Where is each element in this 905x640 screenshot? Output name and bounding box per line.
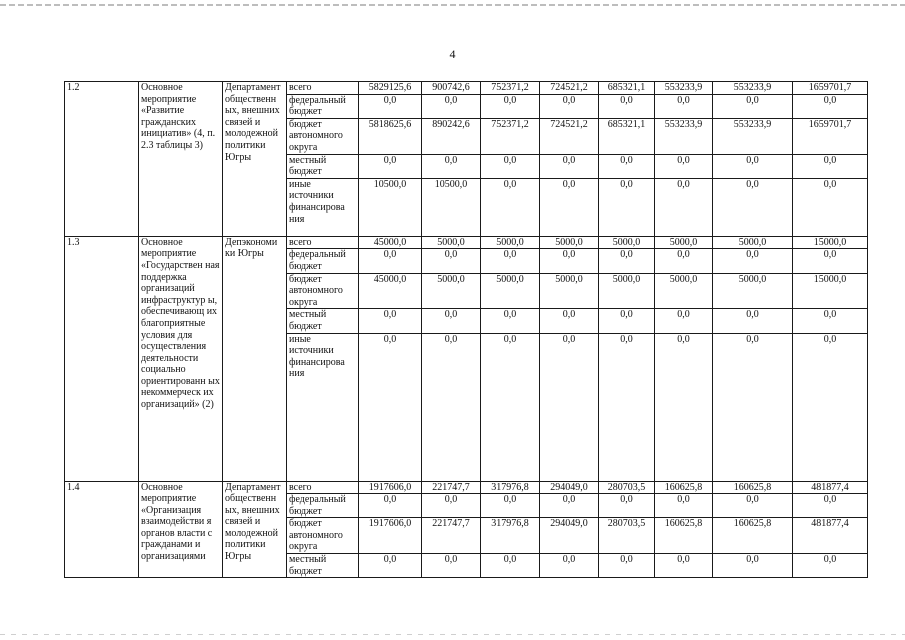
funding-value: 0,0 <box>655 94 713 118</box>
funding-source-label: местный бюджет <box>287 309 359 333</box>
funding-value: 0,0 <box>599 494 655 518</box>
table-body <box>65 82 868 578</box>
funding-value: 0,0 <box>599 333 655 481</box>
funding-value: 0,0 <box>540 249 599 273</box>
funding-value: 0,0 <box>793 154 868 178</box>
funding-value: 160625,8 <box>713 481 793 494</box>
funding-value: 5000,0 <box>481 273 540 309</box>
funding-value: 0,0 <box>793 494 868 518</box>
funding-value: 553233,9 <box>655 82 713 95</box>
funding-value: 0,0 <box>599 178 655 236</box>
funding-value: 5000,0 <box>422 236 481 249</box>
row-number: 1.2 <box>65 82 139 237</box>
page-number: 4 <box>449 47 456 61</box>
funding-value: 0,0 <box>481 154 540 178</box>
funding-value: 0,0 <box>540 178 599 236</box>
funding-value: 0,0 <box>359 494 422 518</box>
funding-value: 1917606,0 <box>359 518 422 554</box>
funding-value: 5000,0 <box>422 273 481 309</box>
scan-edge-bottom <box>0 634 905 635</box>
funding-value: 0,0 <box>793 309 868 333</box>
funding-value: 0,0 <box>713 94 793 118</box>
funding-value: 0,0 <box>599 154 655 178</box>
funding-value: 0,0 <box>359 249 422 273</box>
funding-value: 0,0 <box>359 309 422 333</box>
funding-value: 0,0 <box>713 178 793 236</box>
funding-value: 5000,0 <box>599 236 655 249</box>
funding-value: 0,0 <box>599 249 655 273</box>
funding-value: 0,0 <box>793 178 868 236</box>
funding-value: 0,0 <box>713 309 793 333</box>
funding-source-label: иные источники финансирова ния <box>287 178 359 236</box>
funding-value: 481877,4 <box>793 481 868 494</box>
row-number: 1.3 <box>65 236 139 481</box>
funding-value: 0,0 <box>540 154 599 178</box>
funding-source-label: бюджет автономного округа <box>287 273 359 309</box>
funding-value: 0,0 <box>422 154 481 178</box>
funding-value: 0,0 <box>713 249 793 273</box>
funding-value: 5000,0 <box>713 273 793 309</box>
funding-value: 221747,7 <box>422 518 481 554</box>
funding-value: 280703,5 <box>599 481 655 494</box>
funding-value: 0,0 <box>481 178 540 236</box>
funding-value: 553233,9 <box>713 118 793 154</box>
funding-source-label: местный бюджет <box>287 154 359 178</box>
funding-value: 724521,2 <box>540 82 599 95</box>
funding-value: 0,0 <box>793 554 868 578</box>
funding-value: 0,0 <box>599 554 655 578</box>
funding-value: 160625,8 <box>655 481 713 494</box>
funding-value: 0,0 <box>422 249 481 273</box>
funding-source-label: всего <box>287 481 359 494</box>
event-name: Основное мероприятие «Развитие гражданских инициатив» (4, п. 2.3 таблицы 3) <box>139 82 223 237</box>
funding-value: 45000,0 <box>359 273 422 309</box>
funding-value: 0,0 <box>422 333 481 481</box>
funding-value: 10500,0 <box>422 178 481 236</box>
funding-value: 685321,1 <box>599 118 655 154</box>
funding-source-label: бюджет автономного округа <box>287 118 359 154</box>
funding-value: 0,0 <box>422 494 481 518</box>
funding-value: 0,0 <box>481 494 540 518</box>
funding-source-label: федеральный бюджет <box>287 94 359 118</box>
funding-value: 45000,0 <box>359 236 422 249</box>
funding-value: 15000,0 <box>793 273 868 309</box>
funding-value: 0,0 <box>422 94 481 118</box>
funding-value: 685321,1 <box>599 82 655 95</box>
funding-value: 0,0 <box>655 554 713 578</box>
funding-value: 0,0 <box>793 333 868 481</box>
funding-value: 900742,6 <box>422 82 481 95</box>
funding-value: 5000,0 <box>540 273 599 309</box>
funding-value: 5000,0 <box>481 236 540 249</box>
executor: Департамент общественн ых, внешних связей и молодежной политики Югры <box>223 481 287 578</box>
funding-value: 0,0 <box>481 249 540 273</box>
funding-value: 0,0 <box>599 309 655 333</box>
table-row <box>65 236 868 249</box>
funding-source-label: иные источники финансирова ния <box>287 333 359 481</box>
funding-value: 0,0 <box>481 309 540 333</box>
funding-value: 5000,0 <box>655 273 713 309</box>
funding-value: 221747,7 <box>422 481 481 494</box>
funding-value: 0,0 <box>713 154 793 178</box>
funding-value: 5000,0 <box>655 236 713 249</box>
funding-value: 0,0 <box>655 249 713 273</box>
funding-value: 752371,2 <box>481 118 540 154</box>
funding-value: 317976,8 <box>481 518 540 554</box>
funding-value: 5818625,6 <box>359 118 422 154</box>
funding-value: 0,0 <box>540 333 599 481</box>
funding-value: 0,0 <box>422 309 481 333</box>
funding-value: 0,0 <box>655 154 713 178</box>
funding-value: 1659701,7 <box>793 118 868 154</box>
funding-value: 160625,8 <box>655 518 713 554</box>
executor: Департамент общественн ых, внешних связей и молодежной политики Югры <box>223 82 287 237</box>
funding-value: 0,0 <box>599 94 655 118</box>
funding-value: 0,0 <box>359 94 422 118</box>
funding-value: 294049,0 <box>540 518 599 554</box>
funding-source-label: федеральный бюджет <box>287 494 359 518</box>
funding-source-label: федеральный бюджет <box>287 249 359 273</box>
funding-value: 724521,2 <box>540 118 599 154</box>
funding-value: 5000,0 <box>540 236 599 249</box>
funding-value: 294049,0 <box>540 481 599 494</box>
funding-value: 0,0 <box>481 554 540 578</box>
event-name: Основное мероприятие «Государствен ная поддержка организаций инфраструктур ы, обеспечивающ их благоприятные условия для осуществления деятельности социально ориентированн ых некоммерческ их организаций» (2) <box>139 236 223 481</box>
funding-value: 0,0 <box>540 494 599 518</box>
funding-value: 553233,9 <box>713 82 793 95</box>
row-number: 1.4 <box>65 481 139 578</box>
funding-value: 0,0 <box>655 309 713 333</box>
funding-value: 0,0 <box>359 554 422 578</box>
funding-value: 890242,6 <box>422 118 481 154</box>
table-row <box>65 82 868 95</box>
funding-value: 5829125,6 <box>359 82 422 95</box>
funding-value: 5000,0 <box>713 236 793 249</box>
funding-value: 0,0 <box>359 154 422 178</box>
funding-value: 553233,9 <box>655 118 713 154</box>
funding-value: 0,0 <box>540 309 599 333</box>
funding-source-label: всего <box>287 82 359 95</box>
funding-value: 10500,0 <box>359 178 422 236</box>
funding-value: 0,0 <box>481 94 540 118</box>
funding-value: 0,0 <box>481 333 540 481</box>
funding-source-label: всего <box>287 236 359 249</box>
funding-value: 0,0 <box>359 333 422 481</box>
funding-value: 160625,8 <box>713 518 793 554</box>
funding-value: 0,0 <box>655 178 713 236</box>
funding-value: 5000,0 <box>599 273 655 309</box>
funding-value: 0,0 <box>540 554 599 578</box>
funding-value: 0,0 <box>655 494 713 518</box>
funding-value: 0,0 <box>422 554 481 578</box>
funding-value: 0,0 <box>540 94 599 118</box>
funding-table <box>64 81 868 578</box>
funding-value: 0,0 <box>713 494 793 518</box>
executor: Депэкономи ки Югры <box>223 236 287 481</box>
scan-edge-top <box>0 4 905 6</box>
funding-value: 317976,8 <box>481 481 540 494</box>
funding-value: 0,0 <box>655 333 713 481</box>
funding-value: 0,0 <box>793 94 868 118</box>
table-row <box>65 481 868 494</box>
funding-value: 481877,4 <box>793 518 868 554</box>
funding-value: 1659701,7 <box>793 82 868 95</box>
funding-source-label: бюджет автономного округа <box>287 518 359 554</box>
funding-value: 280703,5 <box>599 518 655 554</box>
funding-value: 0,0 <box>713 554 793 578</box>
funding-value: 0,0 <box>793 249 868 273</box>
funding-value: 1917606,0 <box>359 481 422 494</box>
event-name: Основное мероприятие «Организация взаимодействи я органов власти с гражданами и организациями <box>139 481 223 578</box>
funding-source-label: местный бюджет <box>287 554 359 578</box>
funding-value: 0,0 <box>713 333 793 481</box>
funding-value: 15000,0 <box>793 236 868 249</box>
funding-value: 752371,2 <box>481 82 540 95</box>
